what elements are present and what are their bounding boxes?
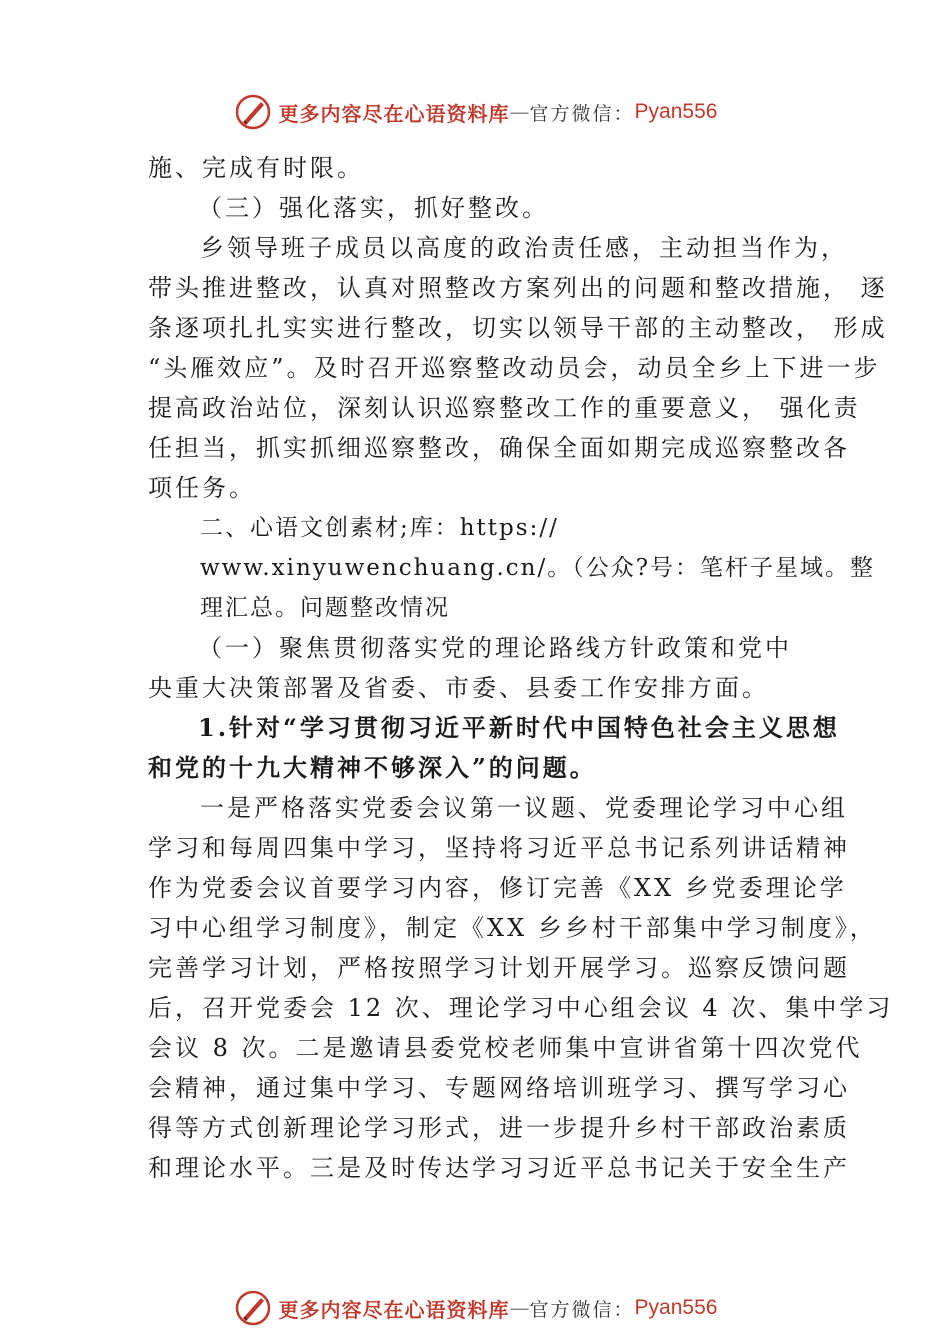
watermark-wechat-label: 官方微信： xyxy=(529,1298,635,1321)
pen-logo-icon xyxy=(233,1288,273,1328)
document-body xyxy=(148,148,894,1188)
text-line: 会议 8 次。二是邀请县委党校老师集中宣讲省第十四次党代 xyxy=(148,1034,863,1062)
section-heading: 二、心语文创素材;库：https:// xyxy=(200,515,559,541)
text-line: www.xinyuwenchuang.cn/。（公众?号：笔杆子星域。整 xyxy=(200,555,876,581)
text-line: 条逐项扎扎实实进行整改，切实以领导干部的主动整改， 形成 xyxy=(148,314,888,342)
text-line: 提高政治站位，深刻认识巡察整改工作的重要意义， 强化责 xyxy=(148,394,861,422)
watermark-separator: — xyxy=(509,1296,530,1320)
item-heading: 1.针对“学习贯彻习近平新时代中国特色社会主义思想 xyxy=(198,713,840,742)
section-heading: （三）强化落实，抓好整改。 xyxy=(198,194,549,222)
watermark-wechat-label: 官方微信： xyxy=(529,102,635,125)
text-line: “头雁效应”。及时召开巡察整改动员会，动员全乡上下进一步 xyxy=(148,354,881,382)
watermark-text: 更多内容尽在心语资料库 xyxy=(278,101,510,126)
text-line: 会精神，通过集中学习、专题网络培训班学习、撰写学习心 xyxy=(148,1074,850,1102)
text-line: 习中心组学习制度》，制定《XX 乡乡村干部集中学习制度》， xyxy=(148,914,877,942)
watermark-wechat-id: Pyan556 xyxy=(634,100,718,123)
text-line: 带头推进整改，认真对照整改方案列出的问题和整改措施， 逐 xyxy=(148,274,888,302)
text-line: 作为党委会议首要学习内容，修订完善《XX 乡党委理论学 xyxy=(148,874,847,902)
text-line: 乡领导班子成员以高度的政治责任感，主动担当作为， xyxy=(200,234,848,262)
footer-watermark xyxy=(0,1288,950,1328)
pen-logo-icon xyxy=(233,92,273,132)
text-line: 和理论水平。三是及时传达学习习近平总书记关于安全生产 xyxy=(148,1154,850,1182)
watermark-text: 更多内容尽在心语资料库 xyxy=(278,1297,510,1322)
subsection-heading: （一）聚焦贯彻落实党的理论路线方针政策和党中 xyxy=(198,634,792,662)
text-line: 任担当，抓实抓细巡察整改，确保全面如期完成巡察整改各 xyxy=(148,434,850,462)
watermark-separator: — xyxy=(509,100,530,124)
watermark-wechat-id: Pyan556 xyxy=(634,1296,718,1319)
text-line: 后，召开党委会 12 次、理论学习中心组会议 4 次、集中学习 xyxy=(148,994,894,1022)
text-line: 得等方式创新理论学习形式，进一步提升乡村干部政治素质 xyxy=(148,1114,850,1142)
text-line: 央重大决策部署及省委、市委、县委工作安排方面。 xyxy=(148,674,769,702)
text-line: 项任务。 xyxy=(148,474,256,502)
text-line: 学习和每周四集中学习，坚持将习近平总书记系列讲话精神 xyxy=(148,834,850,862)
text-line: 一是严格落实党委会议第一议题、党委理论学习中心组 xyxy=(200,794,848,822)
text-line: 完善学习计划，严格按照学习计划开展学习。巡察反馈问题 xyxy=(148,954,850,982)
header-watermark xyxy=(0,92,950,132)
text-line: 理汇总。问题整改情况 xyxy=(200,595,450,621)
text-line: 施、完成有时限。 xyxy=(148,154,364,182)
item-heading: 和党的十九大精神不够深入”的问题。 xyxy=(148,753,597,782)
